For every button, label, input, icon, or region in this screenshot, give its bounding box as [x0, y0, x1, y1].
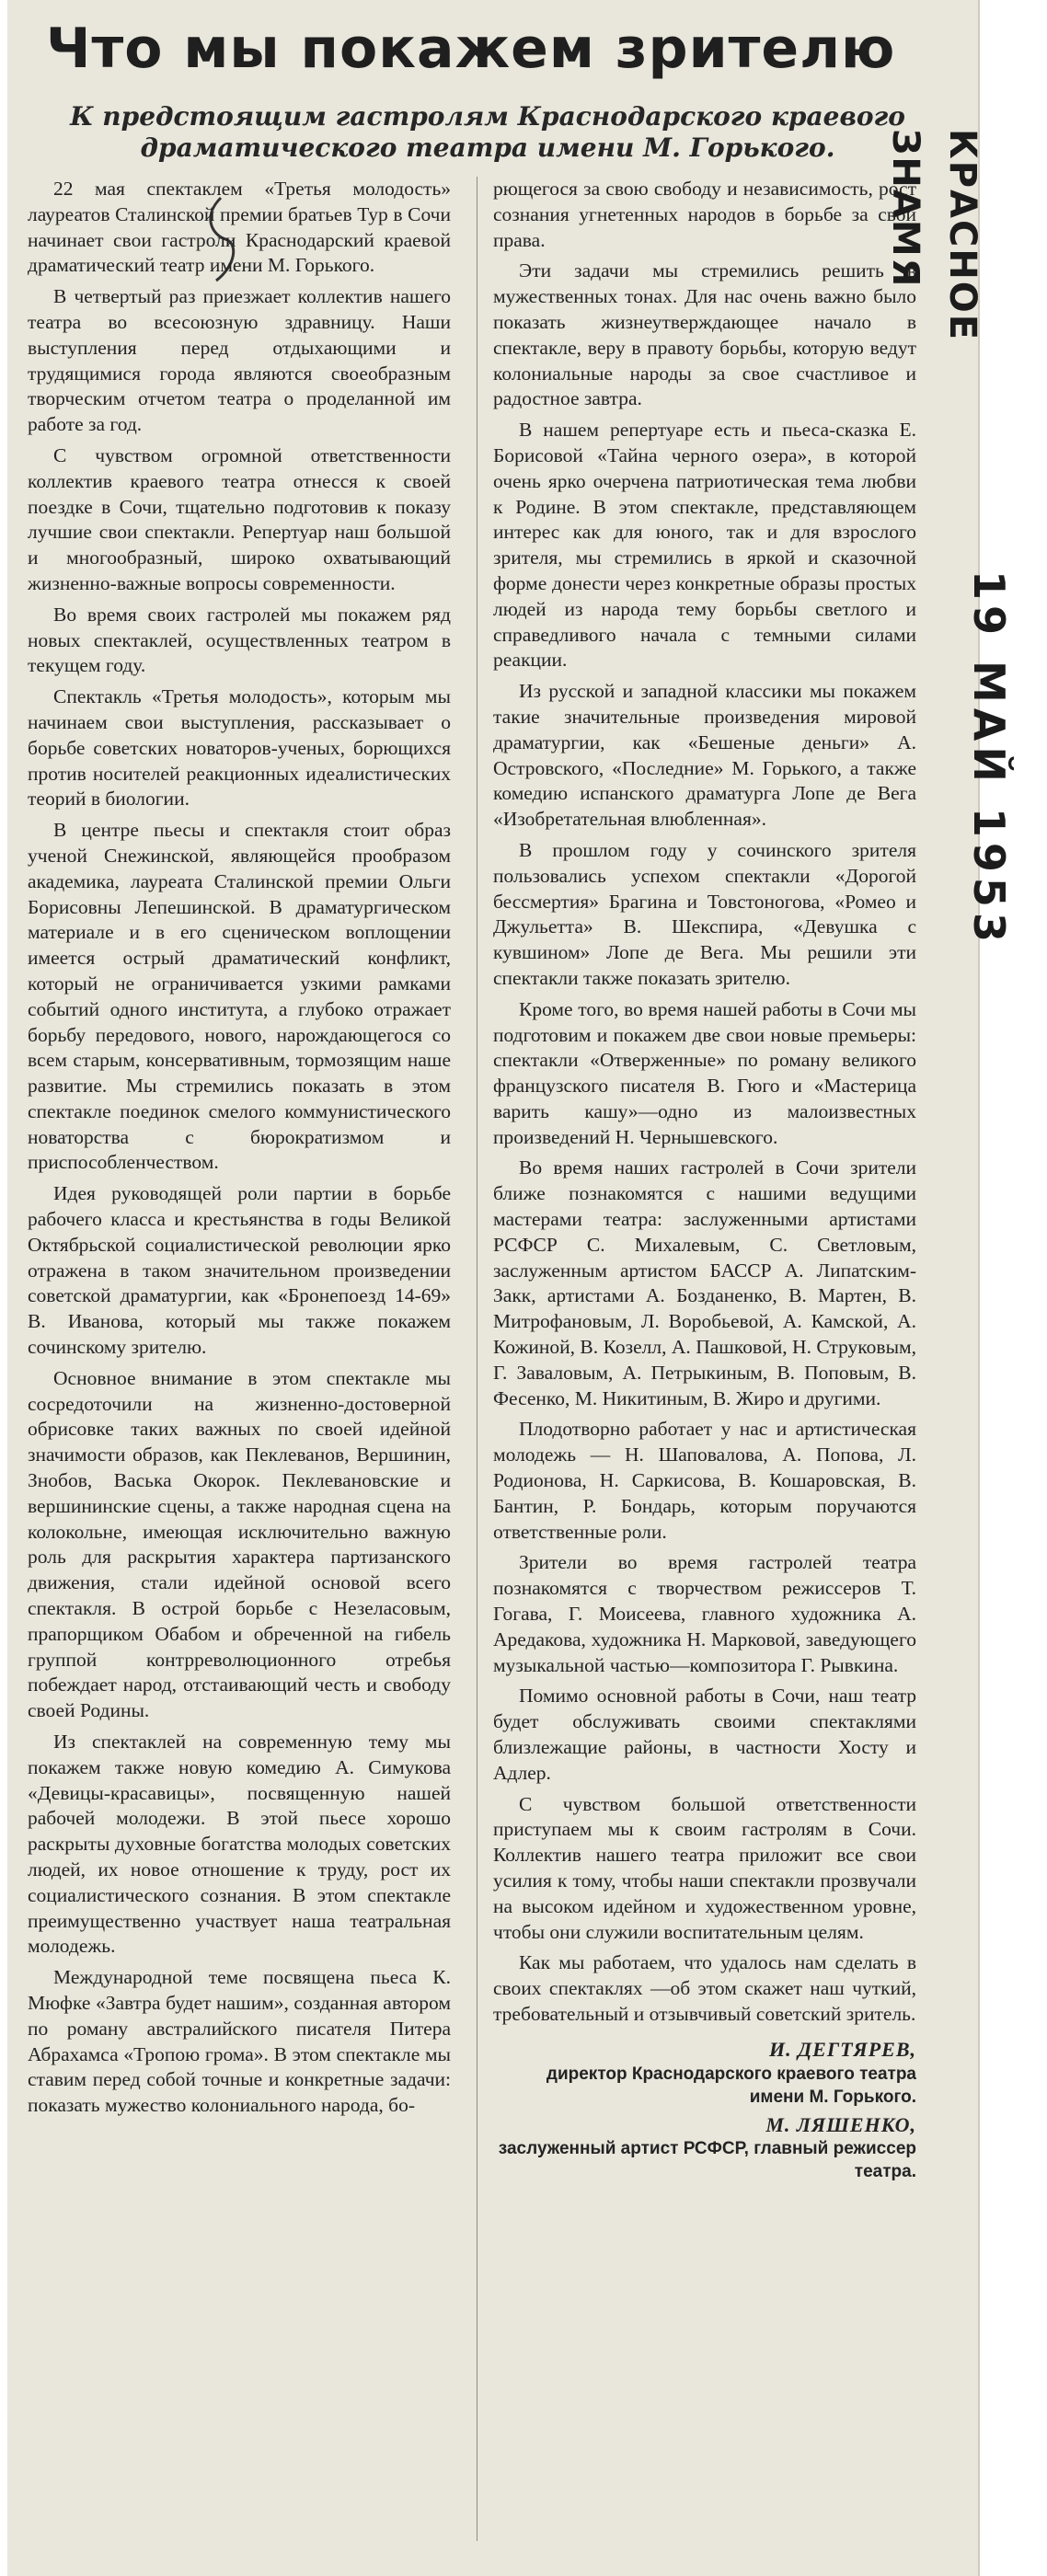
paragraph: Во время своих гастролей мы покажем ряд новых спектаклей, осуществленных театром в текущем году. — [28, 603, 451, 677]
paragraph: Во время наших гастролей в Сочи зрители ближе познакомятся с нашими ведущими мастерами театра: заслуженными артистами РСФСР С. Михалевым, С. Светловым, заслуженным артистом БАССР А. Липатским-Закк, артистами А. Бозданенко, В. Мартен, В. Митрофановым, Л. Воробьевой, А. Камской, А. Кожиной, В. Козелл, А. Пашковой, Н. Струковым, Г. Заваловым, А. Петрыкиным, В. Поповым, В. Фесенко, М. Никитиным, В. Жиро и другими. — [493, 1156, 916, 1409]
paragraph: Помимо основной работы в Сочи, наш театр будет обслуживать своими спектаклями близлежащие районы, в частности Хосту и Адлер. — [493, 1685, 916, 1784]
paragraph: Спектакль «Третья молодость», которым мы начинаем свои выступления, рассказывает о борьбе советских новаторов-ученых, борющихся против носителей реакционных идеалистических теорий в биологии. — [28, 685, 451, 811]
signature-name: И. ДЕГТЯРЕВ, — [769, 2037, 916, 2061]
paragraph: Из спектаклей на современную тему мы покажем также новую комедию А. Симукова «Девицы-красавицы», посвященную нашей рабочей молодежи. В этой пьесе хорошо раскрыты духовные богатства молодых советских людей, их новое отношение к труду, рост их социалистического сознания. В этом спектакле преимущественно участвует наша театральная молодежь. — [28, 1731, 451, 1958]
paragraph: С чувством огромной ответственности коллектив краевого театра отнесся к своей поездке в Сочи, тщательно подготовив к показу лучшие свои спектакли. Репертуар наш большой и многообразный, широко охватывающий жизненно-важные вопросы современности. — [28, 443, 451, 594]
signature-title: заслуженный артист РСФСР, главный режиссер театра. — [498, 2139, 916, 2182]
paragraph: Основное внимание в этом спектакле мы сосредоточили на жизненно-достоверной обрисовке таких важных по своей идейной значимости образов, как Пеклеванов, Вершинин, Знобов, Васька Окорок. Пеклевановские и вершининские сцены, а также народная сцена на колокольне, имеющая исключительно важную роль для раскрытия характера партизанского движения, стали идейной основой всего спектакля. В острой борьбе с Незеласовым, прапорщиком Обабом и обреченной на гибель группой контрреволюционного отребья побеждает народ, отстаивающий честь и свободу своей Родины. — [28, 1366, 451, 1722]
paragraph: Как мы работаем, что удалось нам сделать в своих спектаклях —об этом скажет наш чуткий, требовательный и отзывчивый советский зритель. — [493, 1951, 916, 2025]
subheadline: К предстоящим гастролям Краснодарского краевого драматического театра имени М. Горького. — [70, 101, 905, 163]
paragraph: Международной теме посвящена пьеса К. Мюфке «Завтра будет нашим», созданная автором по роману австралийского писателя Питера Абрахамса «Тропою грома». В этом спектакле мы ставим перед собой точные и конкретные задачи: показать мужество колониального народа, бо- — [28, 1966, 451, 2117]
paragraph: Кроме того, во время нашей работы в Сочи мы подготовим и покажем две свои новые премьеры: спектакли «Отверженные» по роману великого французского писателя В. Гюго и «Мастерица варить кашу»—одно из малоизвестных произведений Н. Чернышевского. — [493, 997, 916, 1148]
paragraph: Идея руководящей роли партии в борьбе рабочего класса и крестьянства в годы Великой Октябрьской социалистической революции ярко отражена в таком значительном произведении советской драматургии, как «Бронепоезд 14-69» В. Иванова, который мы также покажем сочинскому зрителю. — [28, 1182, 451, 1359]
paragraph: Зрители во время гастролей театра познакомятся с творчеством режиссеров Т. Гогава, Г. Моисеева, главного художника А. Аредакова, художника Н. Марковой, заведующего музыкальной частью—композитора Г. Рывкина. — [493, 1551, 916, 1676]
headline: Что мы покажем зрителю — [46, 17, 896, 81]
signature-name: М. ЛЯШЕНКО, — [765, 2112, 916, 2136]
paragraph: В центре пьесы и спектакля стоит образ ученой Снежинской, являющейся прообразом академика, лауреата Сталинской премии Ольги Борисовны Лепешинской. В драматургическом материале и в его сценическом воплощении имеется острый драматический конфликт, который не ограничивается узкими рамками событий одного института, а глубоко отражает борьбу передового, нового, нарождающегося со всем старым, консервативным, тормозящим наше развитие. Мы стремились показать в этом спектакле поединок смелого коммунистического новаторства с бюрократизмом и приспособленчеством. — [28, 819, 451, 1174]
date-stamp: 19 МАЙ 1953 — [964, 570, 1014, 948]
paragraph: 22 мая спектаклем «Третья молодость» лауреатов Сталинской премии братьев Тур в Сочи начинает свои гастроли Краснодарский краевой драматический театр имени М. Горького. — [28, 178, 451, 277]
article-column-right — [493, 177, 916, 2532]
article-column-left — [28, 177, 451, 2532]
newspaper-masthead: КРАСНОЕ ЗНАМЯ — [884, 129, 984, 342]
paragraph: В нашем репертуаре есть и пьеса-сказка Е. Борисовой «Тайна черного озера», в которой очень ярко очерчена патриотическая тема любви к Родине. В этом спектакле, представляющем интерес как для юного, так и для взрослого зрителя, мы стремились в яркой и сказочной форме донести через конкретные образы простых людей из народа тему борьбы светлого и справедливого начала с темными силами реакции. — [493, 419, 916, 672]
paragraph: рющегося за свою свободу и независимость, рост сознания угнетенных народов в борьбе за свои права. — [493, 178, 916, 251]
paragraph: Плодотворно работает у нас и артистическая молодежь — Н. Шаповалова, А. Попова, Л. Родионова, Н. Саркисова, В. Кошаровская, В. Бантин, Р. Бондарь, которым поручаются ответственные роли. — [493, 1418, 916, 1543]
paragraph: Эти задачи мы стремились решить в мужественных тонах. Для нас очень важно было показать жизнеутверждающее начало в спектакле, веру в правоту борьбы, которую ведут колониальные народы за свое счастливое и радостное завтра. — [493, 259, 916, 410]
paragraph: В четвертый раз приезжает коллектив нашего театра во всесоюзную здравницу. Наши выступления перед отдыхающими и трудящимися города являются своеобразным творческим отчетом театра о проделанной им работе за год. — [28, 285, 451, 436]
signature-block — [493, 2037, 916, 2184]
paragraph: Из русской и западной классики мы покажем такие значительные произведения мировой драматургии, как «Бешеные деньги» А. Островского, «Последние» М. Горького, а также комедию испанского драматурга Лопе де Вега «Изобретательная влюбленная». — [493, 680, 916, 831]
signature-title: директор Краснодарского краевого театра имени М. Горького. — [546, 2064, 916, 2107]
paragraph: С чувством большой ответственности приступаем мы к своим гастролям в Сочи. Коллектив нашего театра приложит все свои усилия к тому, чтобы наши спектакли прозвучали на высоком идейном и художественном уровне, чтобы они служили воспитательным целям. — [493, 1792, 916, 1943]
paragraph: В прошлом году у сочинского зрителя пользовались успехом спектакли «Дорогой бессмертия» Брагина и Товстоногова, «Ромео и Джульетта» В. Шекспира, «Девушка с кувшином» Лопе де Вега. Мы решили эти спектакли также показать зрителю. — [493, 838, 916, 989]
